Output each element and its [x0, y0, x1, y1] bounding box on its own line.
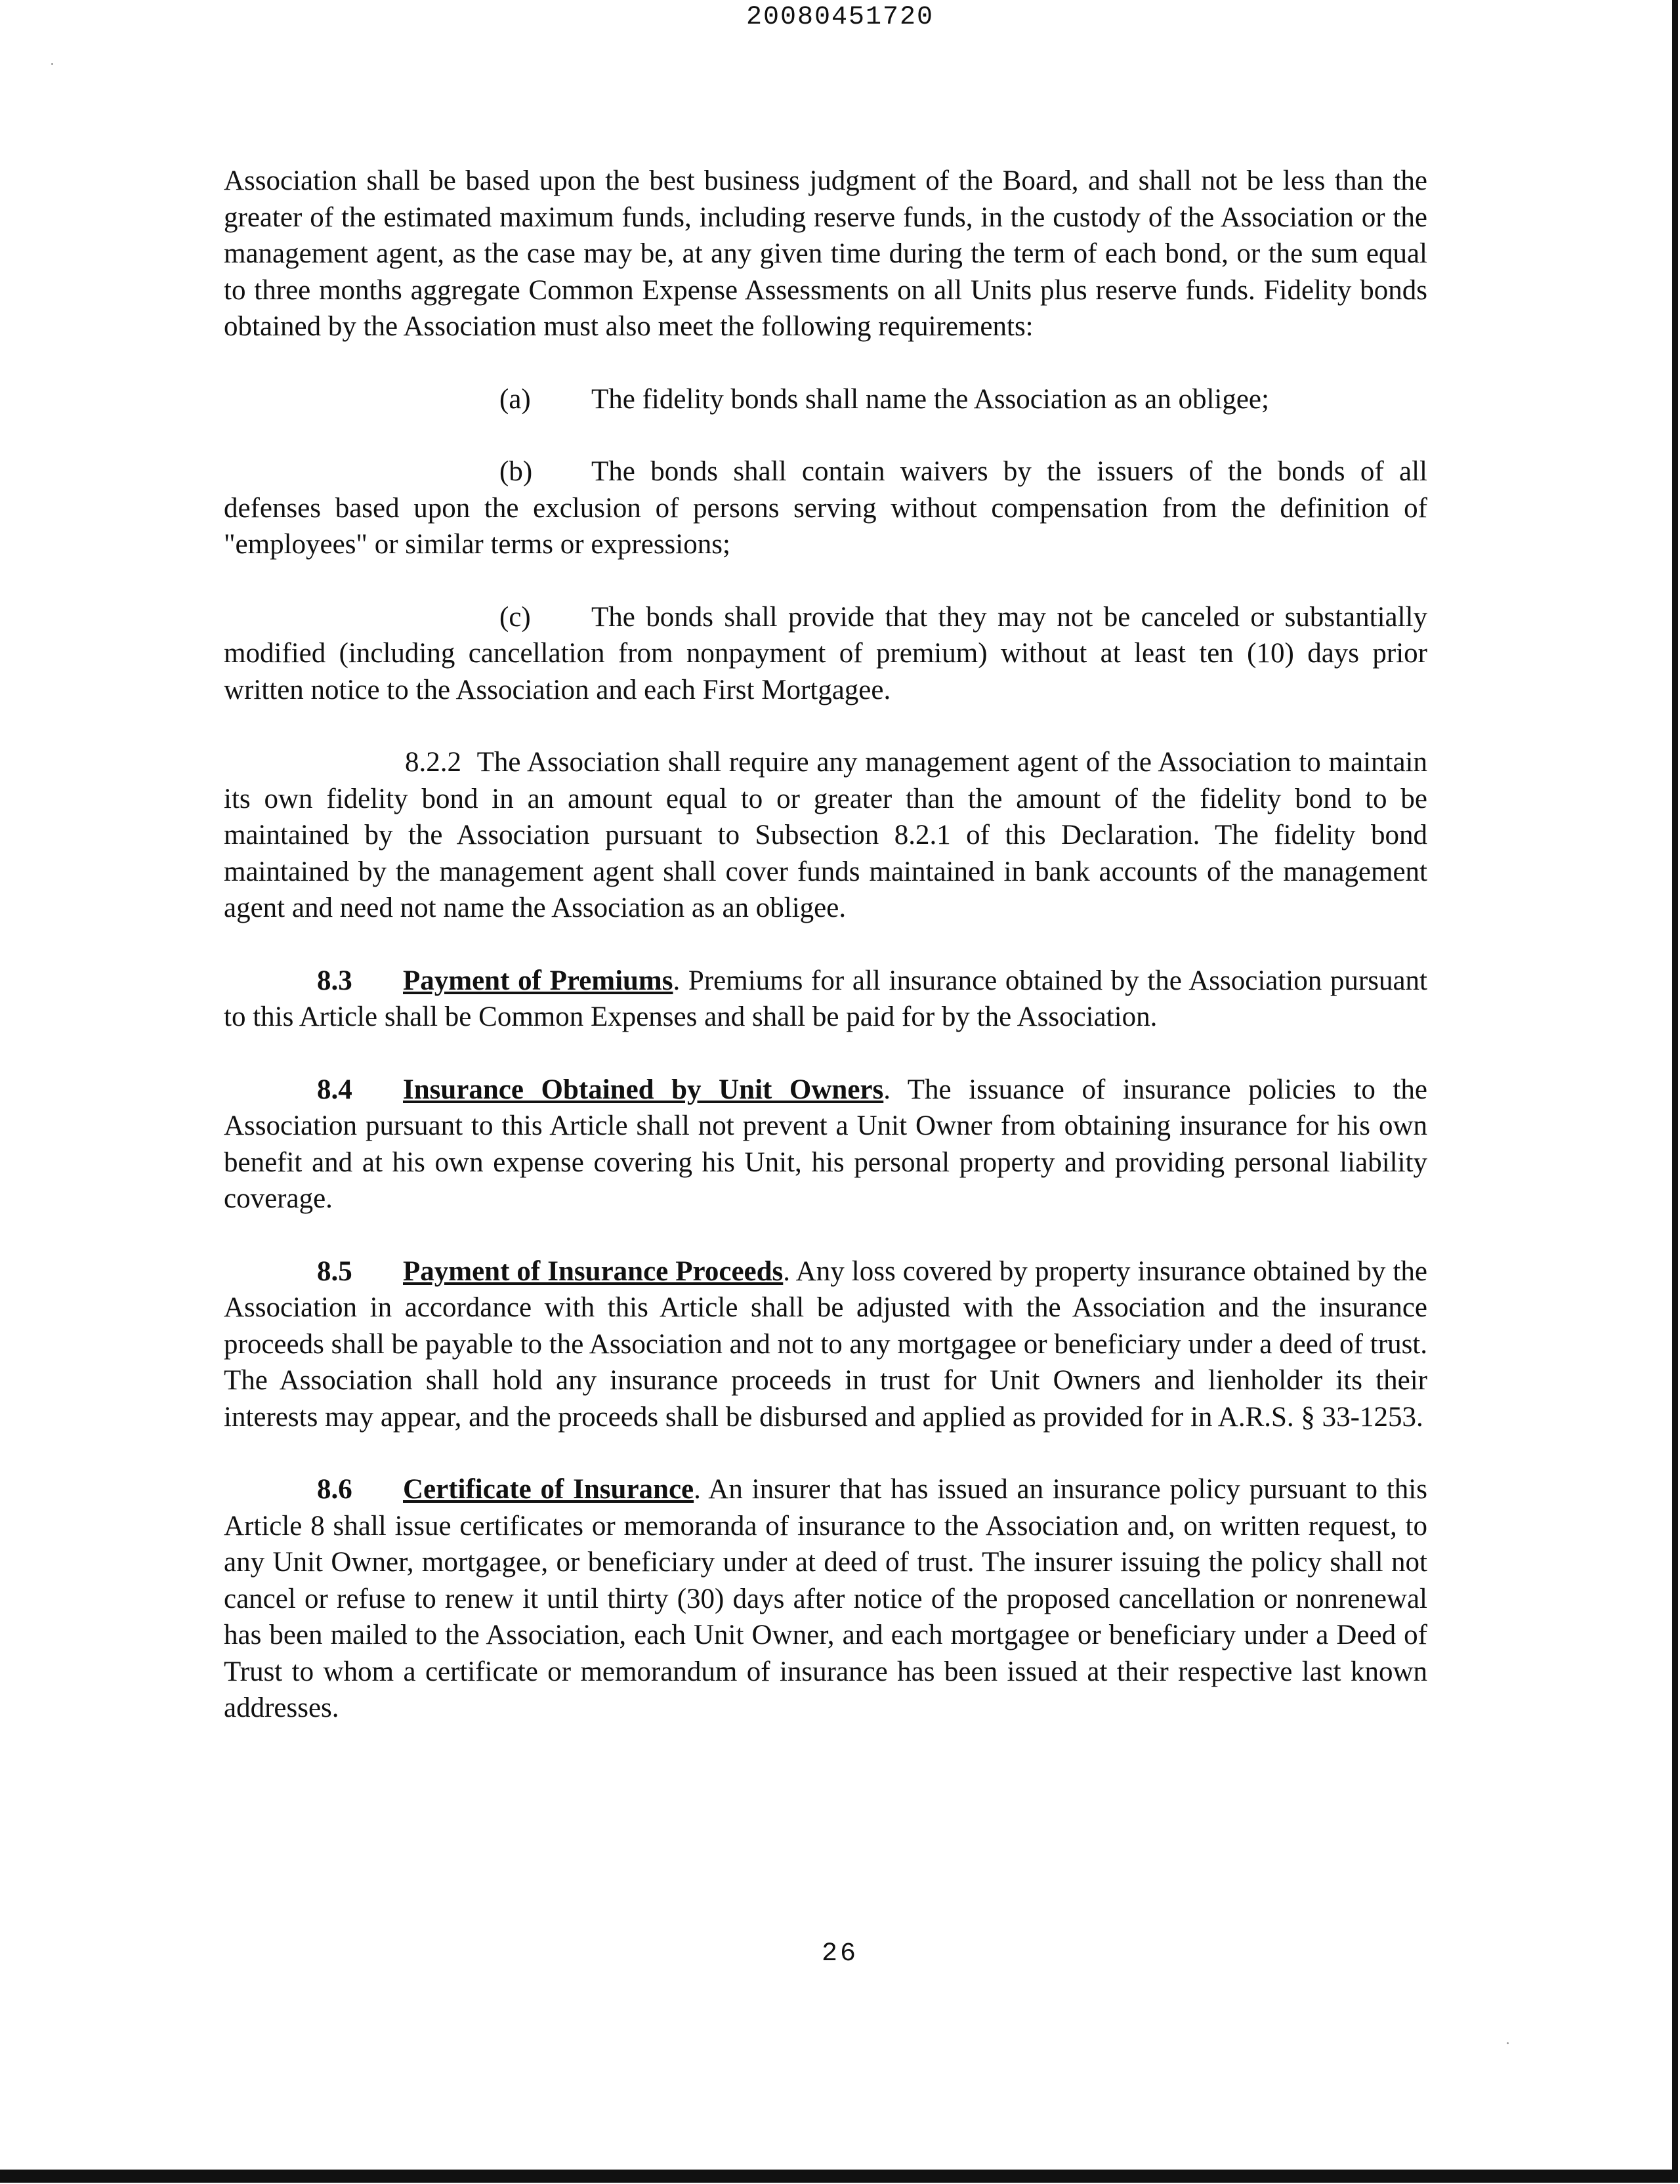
section-8-6: [224, 1471, 1427, 1727]
section-title: Insurance Obtained by Unit Owners: [403, 1074, 884, 1105]
document-body: [224, 163, 1427, 1763]
list-marker-a: (a): [499, 383, 531, 415]
section-number: 8.6: [317, 1474, 352, 1505]
list-marker-c: (c): [499, 601, 531, 633]
section-number: 8.4: [317, 1074, 352, 1105]
subsection-text: The Association shall require any management agent of the Association to maintain its own fidelity bond in an amount equal to or greater than the amount of the fidelity bond to be maintained by the Association pursuant to Subsection 8.2.1 of this Declaration. The fidelity bond maintained by the management agent shall cover funds maintained in bank accounts of the management agent and need not name the Association as an obligee.: [224, 747, 1427, 923]
section-body: . An insurer that has issued an insurance policy pursuant to this Article 8 shall issue certificates or memoranda of insurance to the Association and, on written request, to any Unit Owner, mortgagee, or beneficiary under at deed of trust. The insurer issuing the policy shall not cancel or refuse to renew it until thirty (30) days after notice of the proposed cancellation or nonrenewal has been mailed to the Association, each Unit Owner, and each mortgagee or beneficiary under a Deed of Trust to whom a certificate or memorandum of insurance has been issued at their respective last known addresses.: [224, 1474, 1427, 1723]
subsection-number: 8.2.2: [405, 747, 461, 778]
section-8-4: [224, 1072, 1427, 1217]
section-title: Payment of Insurance Proceeds: [403, 1255, 784, 1287]
section-8-3: [224, 963, 1427, 1036]
list-item-b-text: The bonds shall contain waivers by the issuers of the bonds of all defenses based upon the exclusion of persons serving without compensation from the definition of "employees" or similar terms or expressions;: [224, 456, 1427, 560]
intro-paragraph: Association shall be based upon the best business judgment of the Board, and shall not be less than the greater of the estimated maximum funds, including reserve funds, in the custody of the Association or the management agent, as the case may be, at any given time during the term of each bond, or the sum equal to three months aggregate Common Expense Assessments on all Units plus reserve funds. Fidelity bonds obtained by the Association must also meet the following requirements:: [224, 165, 1427, 342]
section-title: Payment of Premiums: [403, 965, 673, 996]
scan-speck: [1507, 2042, 1509, 2044]
section-body: . The issuance of insurance policies to the Association pursuant to this Article shall not prevent a Unit Owner from obtaining insurance for his own benefit and at his own expense covering his Unit, his personal property and providing personal liability coverage.: [224, 1074, 1428, 1214]
list-marker-b: (b): [499, 456, 533, 487]
list-item-a: [224, 381, 1427, 418]
list-item-a-text: The fidelity bonds shall name the Association as an obligee;: [591, 383, 1269, 415]
section-body: . Premiums for all insurance obtained by the Association pursuant to this Article shall be Common Expenses and shall be paid for by the Association.: [224, 965, 1428, 1032]
document-number: 20080451720: [746, 3, 934, 32]
page-number: 26: [821, 1939, 858, 1969]
list-item-c-text: The bonds shall provide that they may not be canceled or substantially modified (including cancellation from nonpayment of premium) without at least ten (10) days prior written notice to the Association and each First Mortgagee.: [224, 601, 1427, 705]
section-number: 8.5: [317, 1255, 352, 1287]
list-item-b: [224, 453, 1427, 563]
section-number: 8.3: [317, 965, 352, 996]
subsection-8-2-2: [224, 744, 1427, 927]
section-body: . Any loss covered by property insurance obtained by the Association in accordance with this Article shall be adjusted with the Association and the insurance proceeds shall be payable to the Association and not to any mortgagee or beneficiary under a deed of trust. The Association shall hold any insurance proceeds in trust for Unit Owners and lienholder its their interests may appear, and the proceeds shall be disbursed and applied as provided for in A.R.S. § 33-1253.: [224, 1255, 1427, 1433]
section-title: Certificate of Insurance: [403, 1474, 694, 1505]
scan-speck: [51, 63, 53, 65]
list-item-c: [224, 599, 1427, 709]
section-8-5: [224, 1253, 1427, 1436]
